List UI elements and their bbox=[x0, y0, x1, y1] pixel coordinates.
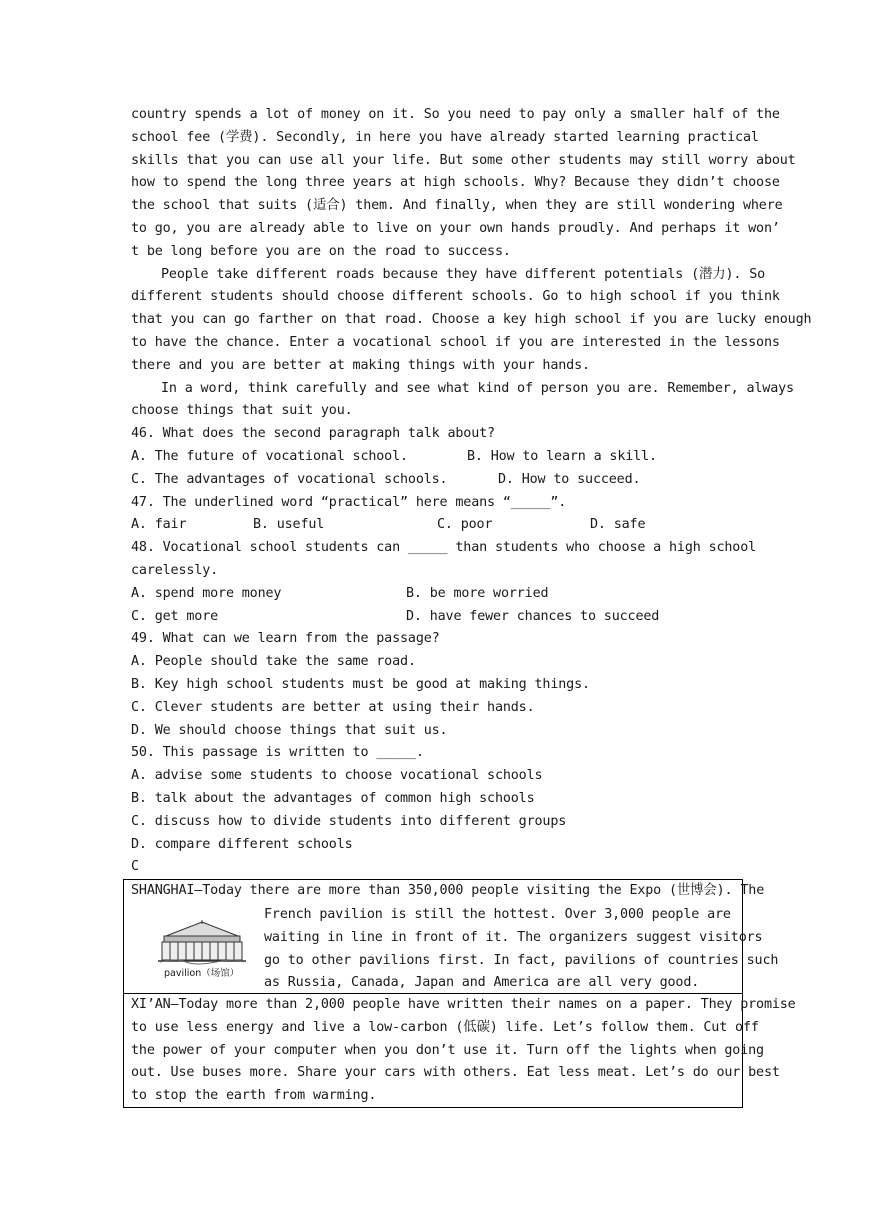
shanghai-text bbox=[264, 904, 778, 995]
option-c: C. poor bbox=[437, 517, 493, 533]
question-50 bbox=[131, 742, 737, 856]
option-b: B. talk about the advantages of common high schools bbox=[131, 790, 535, 806]
question-46 bbox=[131, 423, 737, 491]
pavilion-caption: pavilion（场馆） bbox=[164, 968, 240, 979]
option-row bbox=[131, 583, 737, 606]
question-stem: 49. What can we learn from the passage? bbox=[131, 631, 440, 647]
option-row bbox=[131, 514, 737, 537]
text-line: XI’AN—Today more than 2,000 people have written their names on a paper. They promise bbox=[131, 997, 796, 1012]
question-stem: 47. The underlined word “practical” here means “_____”. bbox=[131, 494, 567, 510]
question-stem-cont: carelessly. bbox=[131, 562, 219, 578]
option-d: D. How to succeed. bbox=[498, 471, 641, 487]
text-line: go to other pavilions first. In fact, pavilions of countries such bbox=[264, 952, 779, 968]
text-line: SHANGHAI—Today there are more than 350,000 people visiting the Expo (世博会). The bbox=[131, 883, 765, 898]
text-line: French pavilion is still the hottest. Over 3,000 people are bbox=[264, 907, 731, 922]
option-d: D. have fewer chances to succeed bbox=[406, 608, 660, 624]
question-47 bbox=[131, 492, 737, 538]
text-line: different students should choose different schools. Go to high school if you think bbox=[131, 289, 780, 305]
text-line: as Russia, Canada, Japan and America are all very good. bbox=[264, 975, 700, 991]
text-line: People take different roads because they have different potentials (潜力). So bbox=[161, 266, 766, 282]
passage-page bbox=[131, 104, 812, 879]
question-49 bbox=[131, 628, 737, 742]
text-line: choose things that suit you. bbox=[131, 403, 353, 419]
option-d: D. We should choose things that suit us. bbox=[131, 722, 448, 738]
text-line: out. Use buses more. Share your cars with others. Eat less meat. Let’s do our best bbox=[131, 1065, 780, 1081]
text-line: to go, you are already able to live on your own hands proudly. And perhaps it won’ bbox=[131, 220, 780, 236]
text-line: there and you are better at making things with your hands. bbox=[131, 357, 590, 373]
question-48 bbox=[131, 537, 757, 628]
option-b: B. Key high school students must be good at making things. bbox=[131, 676, 590, 692]
option-a: A. fair bbox=[131, 517, 187, 533]
paragraph-1 bbox=[131, 104, 796, 264]
question-stem: 50. This passage is written to _____. bbox=[131, 745, 424, 761]
option-row bbox=[131, 446, 737, 469]
question-stem: 48. Vocational school students can _____ than students who choose a high school bbox=[131, 540, 757, 556]
text-line: that you can go farther on that road. Choose a key high school if you are lucky enough bbox=[131, 312, 812, 328]
text-line: the school that suits (适合) them. And finally, when they are still wondering where bbox=[131, 198, 783, 214]
text-line: the power of your computer when you don’t use it. Turn off the lights when going bbox=[131, 1042, 764, 1058]
option-b: B. be more worried bbox=[406, 585, 549, 601]
text-line: to stop the earth from warming. bbox=[131, 1088, 377, 1104]
shanghai-news-box bbox=[123, 879, 779, 994]
text-line: country spends a lot of money on it. So you need to pay only a smaller half of the bbox=[131, 107, 780, 122]
text-line: waiting in line in front of it. The organizers suggest visitors bbox=[264, 929, 763, 945]
paragraph-2 bbox=[131, 264, 812, 378]
option-b: B. How to learn a skill. bbox=[467, 448, 657, 464]
option-b: B. useful bbox=[253, 517, 325, 533]
option-d: D. safe bbox=[590, 517, 646, 533]
option-c: C. The advantages of vocational schools. bbox=[131, 471, 448, 487]
option-d: D. compare different schools bbox=[131, 836, 353, 852]
text-line: skills that you can use all your life. But some other students may still worry about bbox=[131, 152, 796, 168]
option-a: A. spend more money bbox=[131, 585, 282, 601]
option-c: C. get more bbox=[131, 608, 219, 624]
text-line: school fee (学费). Secondly, in here you have already started learning practical bbox=[131, 129, 759, 145]
section-label: C bbox=[131, 859, 139, 875]
option-c: C. discuss how to divide students into different groups bbox=[131, 813, 567, 829]
option-a: A. The future of vocational school. bbox=[131, 448, 408, 464]
option-row bbox=[131, 606, 737, 629]
xian-news-box bbox=[123, 993, 796, 1108]
option-c: C. Clever students are better at using their hands. bbox=[131, 699, 535, 715]
option-a: A. advise some students to choose vocational schools bbox=[131, 768, 543, 784]
text-line: In a word, think carefully and see what kind of person you are. Remember, always bbox=[161, 380, 794, 396]
text-line: to use less energy and live a low-carbon (低碳) life. Let’s follow them. Cut off bbox=[131, 1019, 759, 1035]
question-stem: 46. What does the second paragraph talk about? bbox=[131, 426, 495, 442]
text-line: to have the chance. Enter a vocational school if you are interested in the lessons bbox=[131, 334, 780, 350]
option-row bbox=[131, 469, 737, 492]
paragraph-3 bbox=[131, 378, 794, 424]
text-line: how to spend the long three years at high schools. Why? Because they didn’t choose bbox=[131, 175, 780, 191]
option-a: A. People should take the same road. bbox=[131, 654, 416, 670]
text-line: t be long before you are on the road to success. bbox=[131, 243, 511, 259]
